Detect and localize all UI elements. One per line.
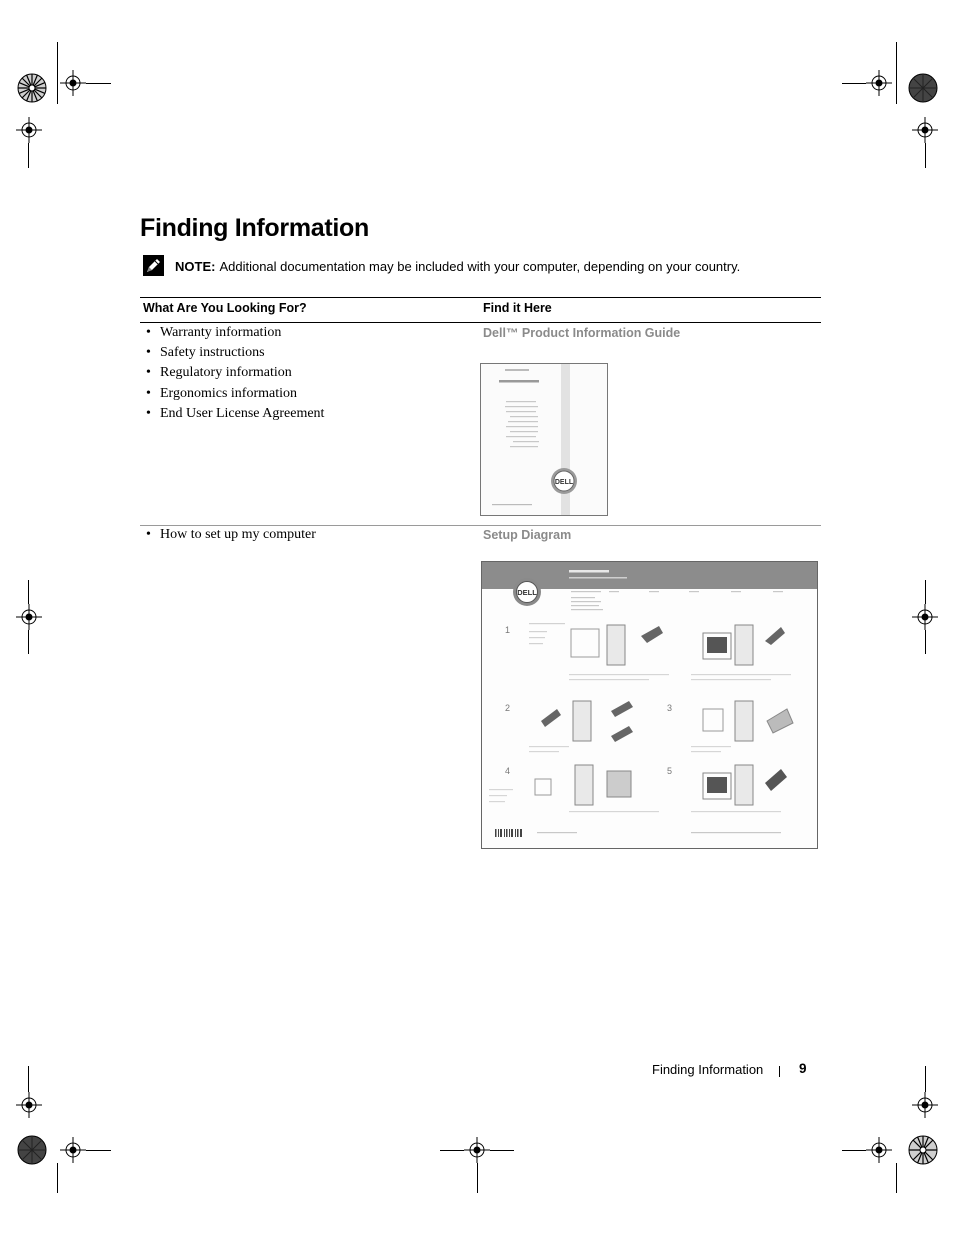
topic-list (146, 323, 324, 424)
topic-list (146, 525, 316, 545)
trim-line (86, 83, 111, 84)
column-header-looking-for: What Are You Looking For? (143, 301, 307, 315)
registration-mark-icon (464, 1137, 490, 1163)
list-item: • How to set up my computer (146, 527, 316, 542)
trim-line (28, 143, 29, 168)
registration-mark-icon (912, 604, 938, 630)
list-item: • Ergonomics information (146, 385, 297, 401)
trim-line (86, 1150, 111, 1151)
dell-logo: DELL (517, 588, 537, 597)
dell-logo: DELL (554, 479, 574, 486)
svg-text:1: 1 (505, 625, 511, 635)
pencil-note-icon (143, 255, 164, 279)
svg-text:5: 5 (667, 766, 673, 776)
registration-mark-icon (60, 70, 86, 96)
trim-line (896, 42, 897, 104)
color-calibration-wheel-icon (17, 1135, 47, 1165)
trim-line (925, 630, 926, 654)
source-product-information-guide: Dell™ Product Information Guide (483, 326, 681, 340)
list-item: • Regulatory information (146, 365, 292, 381)
svg-text:4: 4 (505, 766, 511, 776)
registration-mark-icon (866, 1137, 892, 1163)
footer-section-name: Finding Information (652, 1062, 764, 1077)
svg-text:3: 3 (667, 703, 673, 713)
trim-line (477, 1163, 478, 1193)
trim-line (57, 1163, 58, 1193)
registration-mark-icon (912, 1092, 938, 1118)
setup-diagram-thumbnail (481, 561, 818, 854)
registration-mark-icon (16, 117, 42, 143)
registration-mark-icon (16, 1092, 42, 1118)
page-title: Finding Information (140, 214, 369, 242)
page-number: 9 (799, 1061, 807, 1076)
list-item: • Safety instructions (146, 345, 265, 361)
column-header-find-it-here: Find it Here (483, 301, 552, 315)
note-label: NOTE: (175, 259, 216, 274)
trim-line (28, 1066, 29, 1092)
list-item: • End User License Agreement (146, 405, 325, 421)
trim-line (440, 1150, 464, 1151)
trim-line (925, 143, 926, 168)
svg-text:2: 2 (505, 703, 511, 713)
note-text (175, 259, 740, 274)
trim-line (925, 580, 926, 604)
color-calibration-wheel-icon (17, 73, 47, 103)
trim-line (490, 1150, 514, 1151)
trim-line (57, 42, 58, 104)
trim-line (896, 1163, 897, 1193)
registration-mark-icon (60, 1137, 86, 1163)
trim-line (28, 630, 29, 654)
trim-line (842, 1150, 866, 1151)
registration-mark-icon (912, 117, 938, 143)
note-body: Additional documentation may be included with your computer, depending on your country. (219, 259, 741, 274)
color-calibration-wheel-icon (908, 1135, 938, 1165)
trim-line (842, 83, 866, 84)
registration-mark-icon (16, 604, 42, 630)
trim-line (925, 1066, 926, 1092)
source-setup-diagram: Setup Diagram (483, 528, 572, 542)
trim-line (28, 580, 29, 604)
registration-mark-icon (866, 70, 892, 96)
color-calibration-wheel-icon (908, 73, 938, 103)
table-top-rule (140, 297, 821, 298)
footer-divider (779, 1066, 780, 1077)
product-information-guide-thumbnail (480, 363, 608, 521)
list-item: • Warranty information (146, 325, 282, 340)
